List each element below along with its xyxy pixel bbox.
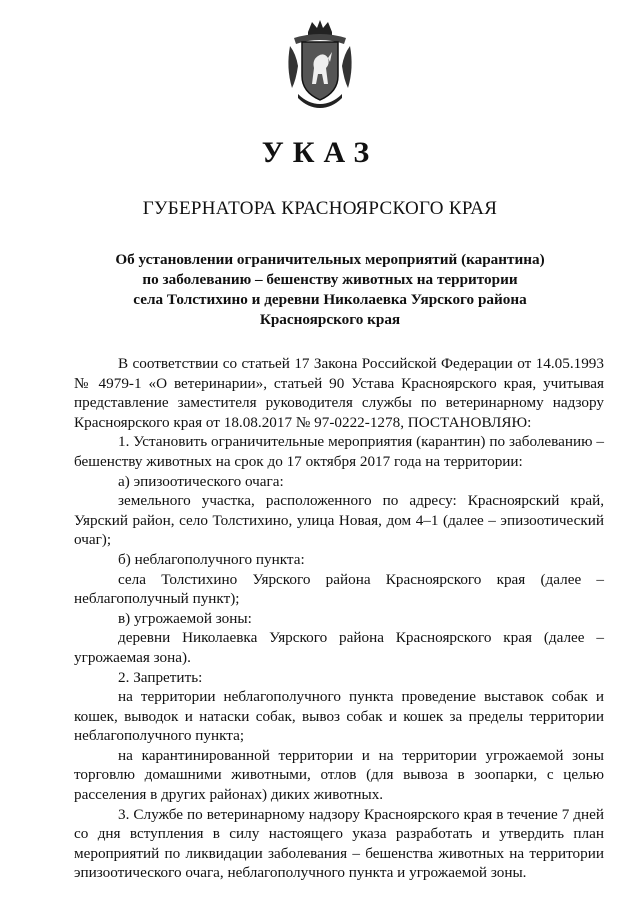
document-body bbox=[74, 354, 604, 883]
document-subject bbox=[90, 250, 570, 330]
subject-line: Красноярского края bbox=[259, 311, 401, 328]
clause-1b-heading: б) неблагополучного пункта: bbox=[118, 550, 305, 568]
document-issuer: ГУБЕРНАТОРА КРАСНОЯРСКОГО КРАЯ bbox=[142, 198, 498, 219]
clause-2-item: на карантинированной территории и на территории угрожаемой зоны торговлю домашними животными, отлов (для вывоза в зоопарки, с целью расселения в других районах) диких животных. bbox=[74, 746, 604, 804]
subject-line: по заболеванию – бешенству животных на территории bbox=[142, 271, 518, 288]
clause-2-item: на территории неблагополучного пункта проведение выставок собак и кошек, выводок и натаски собак, вывоз собак и кошек за пределы территории неблагополучного пункта; bbox=[74, 688, 604, 745]
clause-1: 1. Установить ограничительные мероприятия (карантин) по заболеванию – бешенству животных на срок до 17 октября 2017 года на территории: bbox=[74, 433, 604, 470]
clause-1a-heading: а) эпизоотического очага: bbox=[118, 472, 284, 490]
clause-1a-text: земельного участка, расположенного по адресу: Красноярский край, Уярский район, село Толстихино, улица Новая, дом 4–1 (далее – эпизоотический очаг); bbox=[74, 492, 604, 549]
document-title: УКАЗ bbox=[261, 136, 379, 169]
clause-1b-text: села Толстихино Уярского района Красноярского края (далее – неблагополучный пункт); bbox=[74, 570, 604, 608]
clause-2-heading: 2. Запретить: bbox=[118, 668, 203, 686]
clause-1c-heading: в) угрожаемой зоны: bbox=[118, 609, 252, 627]
krasnoyarsk-coat-of-arms-icon bbox=[284, 18, 356, 110]
subject-line: Об установлении ограничительных мероприятий (карантина) bbox=[115, 251, 545, 268]
preamble-paragraph: В соответствии со статьей 17 Закона Российской Федерации от 14.05.1993 № 4979-1 «О ветеринарии», статьей 90 Устава Красноярского края, учитывая представление заместителя руководителя службы по ветеринарному надзору Красноярского края от 18.08.2017 № 97-0222-1278, ПОСТАНОВЛЯЮ: bbox=[74, 355, 604, 431]
subject-line: села Толстихино и деревни Николаевка Уярского района bbox=[133, 291, 527, 308]
clause-3: 3. Службе по ветеринарному надзору Красноярского края в течение 7 дней со дня вступления в силу настоящего указа разработать и утвердить план мероприятий по ликвидации заболевания – бешенства животных на территории эпизоотического очага, неблагополучного пункта и угрожаемой зоны. bbox=[74, 805, 604, 882]
clause-1c-text: деревни Николаевка Уярского района Красноярского края (далее – угрожаемая зона). bbox=[74, 629, 604, 666]
